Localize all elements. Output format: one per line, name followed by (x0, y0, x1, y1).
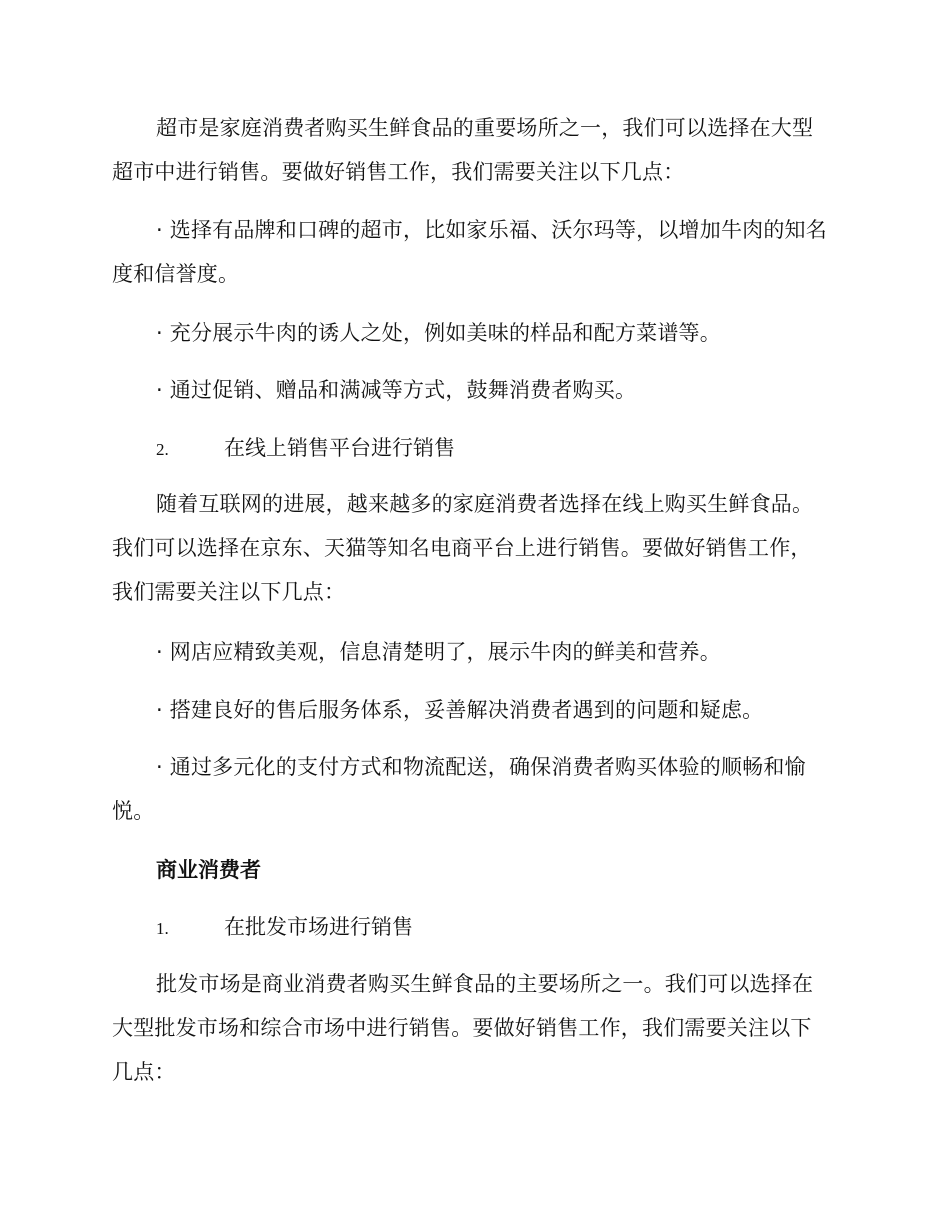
paragraph-online: 随着互联网的进展，越来越多的家庭消费者选择在线上购买生鲜食品。我们可以选择在京东、天猫等知名电商平台上进行销售。要做好销售工作，我们需要关注以下几点： (112, 492, 814, 604)
bullet-item: · 充分展示牛肉的诱人之处，例如美味的样品和配方菜谱等。 (156, 321, 721, 345)
bullet-item: · 搭建良好的售后服务体系，妥善解决消费者遇到的问题和疑虑。 (156, 698, 764, 722)
numbered-item-wholesale (156, 912, 413, 944)
paragraph-wholesale: 批发市场是商业消费者购买生鲜食品的主要场所之一。我们可以选择在大型批发市场和综合市场中进行销售。要做好销售工作，我们需要关注以下几点： (112, 972, 814, 1084)
item-title: 在批发市场进行销售 (224, 915, 413, 939)
bullet-item: · 选择有品牌和口碑的超市，比如家乐福、沃尔玛等，以增加牛肉的知名度和信誉度。 (112, 218, 827, 286)
numbered-item-online (156, 433, 455, 465)
paragraph-supermarket: 超市是家庭消费者购买生鲜食品的重要场所之一，我们可以选择在大型超市中进行销售。要做好销售工作，我们需要关注以下几点： (112, 116, 814, 184)
bullet-item: · 通过促销、赠品和满减等方式，鼓舞消费者购买。 (156, 378, 637, 402)
item-title: 在线上销售平台进行销售 (224, 436, 455, 460)
bullet-item: · 通过多元化的支付方式和物流配送，确保消费者购买体验的顺畅和愉悦。 (112, 755, 806, 823)
bullet-item: · 网店应精致美观，信息清楚明了，展示牛肉的鲜美和营养。 (156, 640, 721, 664)
section-heading: 商业消费者 (156, 858, 261, 882)
item-number: 2. (156, 440, 169, 459)
item-number: 1. (156, 919, 169, 938)
